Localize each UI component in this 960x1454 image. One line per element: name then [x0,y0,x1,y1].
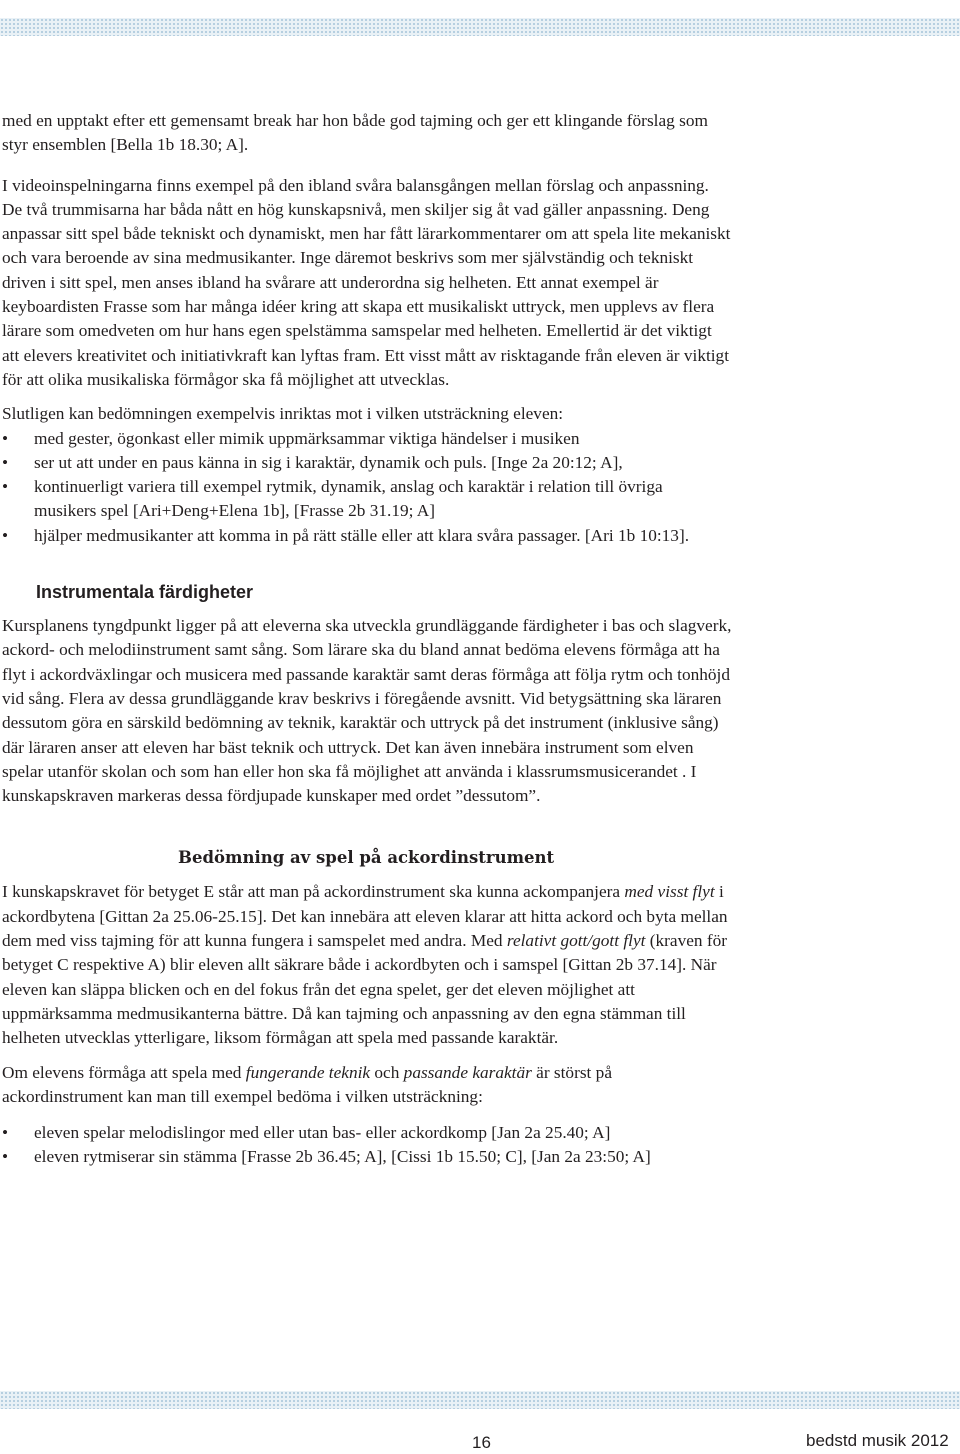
chord-instrument-bullet-list [2,1121,732,1170]
section2-paragraph-2: Om elevens förmåga att spela med fungerande teknik och passande karaktär är störst på ackordinstrument kan man till exempel bedöma i vilken utsträckning: [2,1062,612,1106]
section2-paragraph-1: I kunskapskravet för betyget E står att man på ackordinstrument ska kunna ackompanjera med visst flyt i ackordbytena [Gittan 2a 25.06-25.15]. Det kan innebära att eleven klarar att hitta ackord och byta mellan dem med viss tajming för att kunna fungera i samspelet med andra. Med relativt gott/gott flyt (kraven för betyget C respektive A) blir eleven allt säkrare både i ackordbyten och i samspel [Gittan 2b 37.14]. När eleven kan släppa blicken och en del fokus från det egna spelet, ger det eleven möjlighet att uppmärksamma medmusikanterna bättre. Då kan tajming och anpassning av den egna stämman till helheten utvecklas ytterligare, liksom förmågan att spela med passande karaktär. [2,882,728,1048]
list-item: • med gester, ögonkast eller mimik uppmärksammar viktiga händelser i musiken [2,427,700,451]
footer-decorative-band [0,1391,960,1409]
list-item: • ser ut att under en paus känna in sig i karaktär, dynamik och puls. [Inge 2a 20:12; A], [2,451,700,475]
bullet-icon: • [2,428,9,448]
list-item: • hjälper medmusikanter att komma in på rätt ställe eller att klara svåra passager. [Ari 1b 10:13]. [2,524,700,548]
bullet-icon: • [2,452,9,472]
list-item: • eleven spelar melodislingor med eller utan bas- eller ackordkomp [Jan 2a 25.40; A] [2,1121,700,1145]
bullet-icon: • [2,477,9,497]
header-decorative-band [0,18,960,36]
section1-paragraph: Kursplanens tyngdpunkt ligger på att eleverna ska utveckla grundläggande färdigheter i bas och slagverk, ackord- och melodiinstrument samt sång. Som lärare ska du bland annat bedöma elevens förmåga att ha flyt i ackordväxlingar och musicera med passande karaktär samt deras förmåga att följa rytm och tonhöjd vid sång. Flera av dessa grundläggande krav beskrivs i föregående avsnitt. Vid betygsättning ska läraren dessutom göra en särskild bedömning av teknik, karaktär och uttryck på det instrument (inklusive sång) där läraren anser att eleven har bäst teknik och uttryck. Det kan även innebära instrument som elven spelar utanför skolan och som han eller hon ska få möjlighet att använda i klassrumsmusicerandet . I kunskapskraven markeras dessa fördjupade kunskaper med ordet ”dessutom”. [2,616,732,806]
intro-paragraph-3: Slutligen kan bedömningen exempelvis inriktas mot i vilken utsträckning eleven: [2,404,564,424]
section-heading-instrumentala: Instrumentala färdigheter [36,582,254,603]
emphasis-text: med visst flyt [624,882,715,902]
list-item: • eleven rytmiserar sin stämma [Frasse 2b 36.45; A], [Cissi 1b 15.50; C], [Jan 2a 23:50; A] [2,1145,700,1169]
emphasis-text: passande karaktär [403,1062,532,1082]
page-number: 16 [472,1433,491,1452]
emphasis-text: relativt gott/gott flyt [506,931,646,951]
intro-paragraph-2: I videoinspelningarna finns exempel på den ibland svåra balansgången mellan förslag och anpassning. De två trummisarna har båda nått en hög kunskapsnivå, men skiljer sig åt vad gäller anpassning. Deng anpassar sitt spel både tekniskt och dynamiskt, men har fått lärarkommentarer om att spela lite mekaniskt och vara beroende av sina medmusikanter. Inge däremot beskrivs som mer självständig och tekniskt driven i sitt spel, men anses ibland ha svårare att underordna sig helheten. Ett annat exempel är keyboardisten Frasse som har många idéer kring att skapa ett musikaliskt uttryck, men upplevs av flera lärare som omedveten om hur hans egen spelstämma samspelar med helheten. Emellertid är det viktigt att elevers kreativitet och initiativkraft kan lyftas fram. Ett visst mått av risktagande från eleven är viktigt för att olika musikaliska förmågor ska få möjlighet att utvecklas. [2,175,731,389]
bullet-icon: • [2,1147,9,1167]
list-item: • kontinuerligt variera till exempel rytmik, dynamik, anslag och karaktär i relation till övriga musikers spel [Ari+Deng+Elena 1b], [Frasse 2b 31.19; A] [2,477,663,521]
section-heading-ackordinstrument: Bedömning av spel på ackordinstrument [178,848,555,868]
bullet-icon: • [2,1123,9,1143]
bullet-icon: • [2,525,9,545]
publication-name: bedstd musik 2012 [806,1431,949,1450]
assessment-bullet-list [2,427,732,548]
page-content [2,109,732,1170]
intro-paragraph-1: med en upptakt efter ett gemensamt break har hon både god tajming och ger ett klingande förslag som styr ensemblen [Bella 1b 18.30; A]. [2,111,708,155]
emphasis-text: fungerande teknik [245,1062,371,1082]
